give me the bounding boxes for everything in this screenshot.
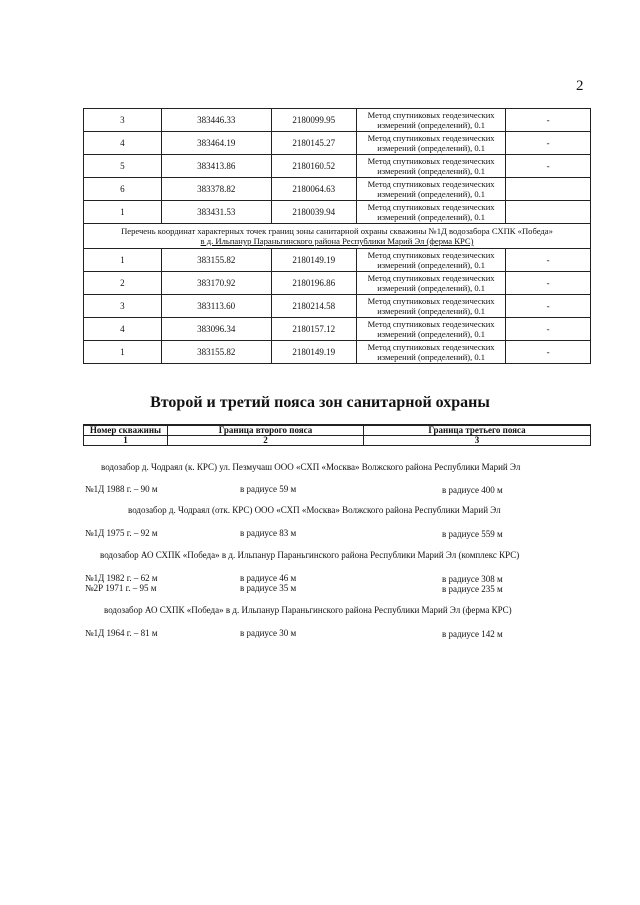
- method-cell: Метод спутниковых геодезических измерений (определений), 0.1: [356, 318, 505, 341]
- third-zone-radius: в радиусе 559 м: [442, 529, 503, 539]
- column-number: 3: [364, 436, 591, 446]
- coord-x: 383378.82: [161, 178, 271, 201]
- third-zone-radius: в радиусе 235 м: [442, 584, 503, 594]
- extra-cell: [506, 178, 591, 201]
- second-zone-radius: в радиусе 35 м: [240, 583, 297, 593]
- intake-title: водозабор д. Чодраял (отк. КРС) ООО «СХП «Москва» Волжского района Республики Марий Эл: [128, 505, 501, 515]
- point-number: 5: [84, 155, 162, 178]
- extra-cell: -: [506, 341, 591, 364]
- table-row: [84, 295, 591, 318]
- zones-table: [83, 424, 591, 446]
- extra-cell: [506, 201, 591, 224]
- method-cell: Метод спутниковых геодезических измерений (определений), 0.1: [356, 178, 505, 201]
- table-row: [84, 132, 591, 155]
- table-row: [84, 249, 591, 272]
- method-cell: Метод спутниковых геодезических измерений (определений), 0.1: [356, 272, 505, 295]
- point-number: 4: [84, 318, 162, 341]
- coord-y: 2180099.95: [271, 109, 356, 132]
- coord-y: 2180064.63: [271, 178, 356, 201]
- zones-header-row: [84, 425, 591, 436]
- well-info: №1Д 1982 г. – 62 м: [85, 573, 158, 583]
- point-number: 3: [84, 295, 162, 318]
- well-info: №1Д 1964 г. – 81 м: [85, 628, 158, 638]
- third-zone-radius: в радиусе 400 м: [442, 485, 503, 495]
- point-number: 1: [84, 201, 162, 224]
- coord-x: 383170.92: [161, 272, 271, 295]
- method-cell: Метод спутниковых геодезических измерений (определений), 0.1: [356, 295, 505, 318]
- zones-heading: Второй и третий пояса зон санитарной охраны: [150, 394, 490, 411]
- table-row: [84, 341, 591, 364]
- intake-title: водозабор д. Чодраял (к. КРС) ул. Пезмучаш ООО «СХП «Москва» Волжского района Республики Марий Эл: [101, 462, 521, 472]
- extra-cell: -: [506, 272, 591, 295]
- coord-y: 2180157.12: [271, 318, 356, 341]
- method-cell: Метод спутниковых геодезических измерений (определений), 0.1: [356, 201, 505, 224]
- extra-cell: -: [506, 295, 591, 318]
- well-info: №2Р 1971 г. – 95 м: [85, 583, 157, 593]
- column-header: Номер скважины: [84, 425, 168, 436]
- section-caption-row: [84, 224, 591, 249]
- coord-y: 2180214.58: [271, 295, 356, 318]
- table-row: [84, 155, 591, 178]
- column-number: 2: [168, 436, 364, 446]
- coord-x: 383464.19: [161, 132, 271, 155]
- method-cell: Метод спутниковых геодезических измерений (определений), 0.1: [356, 249, 505, 272]
- coord-y: 2180145.27: [271, 132, 356, 155]
- coordinates-table: [83, 108, 591, 364]
- table-row: [84, 178, 591, 201]
- second-zone-radius: в радиусе 83 м: [240, 528, 297, 538]
- coord-y: 2180149.19: [271, 249, 356, 272]
- extra-cell: -: [506, 109, 591, 132]
- point-number: 1: [84, 341, 162, 364]
- zones-number-row: [84, 436, 591, 446]
- coord-x: 383155.82: [161, 249, 271, 272]
- point-number: 4: [84, 132, 162, 155]
- method-cell: Метод спутниковых геодезических измерений (определений), 0.1: [356, 132, 505, 155]
- table-row: [84, 272, 591, 295]
- coord-x: 383413.86: [161, 155, 271, 178]
- intake-title: водозабор АО СХПК «Победа» в д. Ильпанур Параньгинского района Республики Марий Эл (ферма КРС): [104, 605, 512, 615]
- point-number: 1: [84, 249, 162, 272]
- point-number: 6: [84, 178, 162, 201]
- table-row: [84, 109, 591, 132]
- section-caption: Перечень координат характерных точек границ зоны санитарной охраны скважины №1Д водозабора СХПК «Победа» в д. Ильпанур Параньгинского района Республики Марий Эл (ферма КРС): [84, 224, 591, 249]
- point-number: 3: [84, 109, 162, 132]
- second-zone-radius: в радиусе 59 м: [240, 484, 297, 494]
- table-row: [84, 201, 591, 224]
- coord-y: 2180196.86: [271, 272, 356, 295]
- page-number: 2: [576, 78, 584, 94]
- well-info: №1Д 1988 г. – 90 м: [85, 484, 158, 494]
- column-header: Граница второго пояса: [168, 425, 364, 436]
- extra-cell: -: [506, 249, 591, 272]
- table-row: [84, 318, 591, 341]
- method-cell: Метод спутниковых геодезических измерений (определений), 0.1: [356, 341, 505, 364]
- coord-y: 2180039.94: [271, 201, 356, 224]
- coord-y: 2180149.19: [271, 341, 356, 364]
- column-header: Граница третьего пояса: [364, 425, 591, 436]
- coord-x: 383113.60: [161, 295, 271, 318]
- coord-y: 2180160.52: [271, 155, 356, 178]
- column-number: 1: [84, 436, 168, 446]
- extra-cell: -: [506, 155, 591, 178]
- third-zone-radius: в радиусе 142 м: [442, 629, 503, 639]
- well-info: №1Д 1975 г. – 92 м: [85, 528, 158, 538]
- coord-x: 383155.82: [161, 341, 271, 364]
- intake-title: водозабор АО СХПК «Победа» в д. Ильпанур Параньгинского района Республики Марий Эл (комплекс КРС): [100, 550, 520, 560]
- method-cell: Метод спутниковых геодезических измерений (определений), 0.1: [356, 155, 505, 178]
- second-zone-radius: в радиусе 46 м: [240, 573, 297, 583]
- extra-cell: -: [506, 132, 591, 155]
- method-cell: Метод спутниковых геодезических измерений (определений), 0.1: [356, 109, 505, 132]
- extra-cell: -: [506, 318, 591, 341]
- second-zone-radius: в радиусе 30 м: [240, 628, 297, 638]
- third-zone-radius: в радиусе 308 м: [442, 574, 503, 584]
- point-number: 2: [84, 272, 162, 295]
- coord-x: 383446.33: [161, 109, 271, 132]
- coord-x: 383096.34: [161, 318, 271, 341]
- coord-x: 383431.53: [161, 201, 271, 224]
